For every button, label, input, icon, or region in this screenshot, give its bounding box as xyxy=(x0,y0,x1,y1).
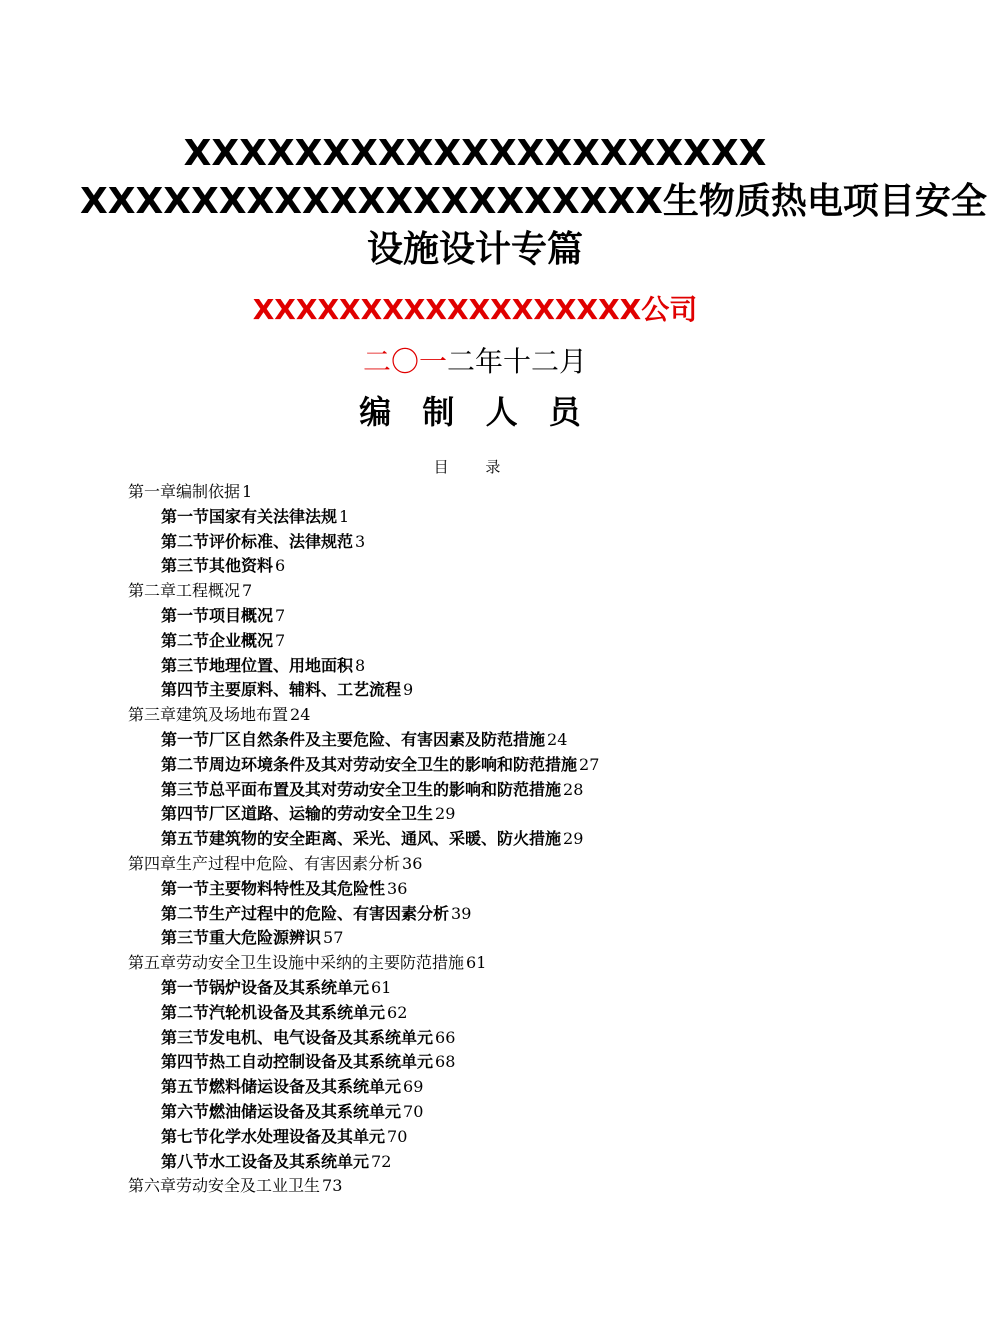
toc-entry-page: 62 xyxy=(387,1002,408,1022)
toc-section-entry[interactable] xyxy=(128,1026,868,1051)
company-name xyxy=(80,290,870,330)
toc-entry-page: 70 xyxy=(387,1126,408,1146)
toc-section-entry[interactable] xyxy=(128,778,868,803)
toc-entry-title: 第三章建筑及场地布置 xyxy=(128,705,289,725)
toc-entry-page: 68 xyxy=(435,1052,456,1072)
toc-entry-title: 第四节热工自动控制设备及其系统单元 xyxy=(161,1052,434,1072)
toc-entry-page: 6 xyxy=(275,556,286,576)
toc-section-entry[interactable] xyxy=(128,604,868,629)
toc-section-entry[interactable] xyxy=(128,1150,868,1175)
toc-entry-title: 第一节锅炉设备及其系统单元 xyxy=(161,977,370,997)
company-suffix: 公司 xyxy=(641,293,698,326)
toc-section-entry[interactable] xyxy=(128,1125,868,1150)
toc-section-entry[interactable] xyxy=(128,554,868,579)
toc-entry-title: 第二节周边环境条件及其对劳动安全卫生的影响和防范措施 xyxy=(161,754,578,774)
toc-entry-title: 第六节燃油储运设备及其系统单元 xyxy=(161,1101,402,1121)
toc-entry-title: 第三节其他资料 xyxy=(161,556,274,576)
toc-entry-title: 第四章生产过程中危险、有害因素分析 xyxy=(128,853,401,873)
toc-entry-title: 第四节主要原料、辅料、工艺流程 xyxy=(161,680,402,700)
toc-section-entry[interactable] xyxy=(128,976,868,1001)
toc-entry-page: 8 xyxy=(355,655,366,675)
toc-entry-page: 29 xyxy=(435,804,456,824)
date-black-part: 二年十二月 xyxy=(447,345,588,378)
toc-chapter-entry[interactable] xyxy=(128,951,868,976)
toc-entry-title: 第五章劳动安全卫生设施中采纳的主要防范措施 xyxy=(128,953,465,973)
toc-entry-page: 72 xyxy=(371,1151,392,1171)
toc-entry-title: 第四节厂区道路、运输的劳动安全卫生 xyxy=(161,804,434,824)
toc-entry-page: 24 xyxy=(290,705,311,725)
toc-section-entry[interactable] xyxy=(128,505,868,530)
toc-entry-page: 1 xyxy=(242,482,253,501)
toc-entry-title: 第三节重大危险源辨识 xyxy=(161,928,322,948)
toc-entry-page: 61 xyxy=(466,953,487,973)
toc-entry-page: 28 xyxy=(563,779,584,799)
toc-entry-page: 57 xyxy=(323,928,344,948)
toc-entry-page: 1 xyxy=(339,506,350,526)
toc-entry-title: 第一节主要物料特性及其危险性 xyxy=(161,878,386,898)
toc-entry-page: 7 xyxy=(275,630,286,650)
toc-entry-page: 9 xyxy=(403,680,414,700)
toc-section-entry[interactable] xyxy=(128,1100,868,1125)
toc-entry-title: 第一节厂区自然条件及主要危险、有害因素及防范措施 xyxy=(161,729,546,749)
toc-entry-page: 36 xyxy=(387,878,408,898)
toc-entry-title: 第八节水工设备及其系统单元 xyxy=(161,1151,370,1171)
toc-section-entry[interactable] xyxy=(128,877,868,902)
staff-heading: 编 制 人 员 xyxy=(359,393,591,431)
toc-entry-title: 第六章劳动安全及工业卫生 xyxy=(128,1176,321,1196)
toc-entry-title: 第二节评价标准、法律规范 xyxy=(161,531,354,551)
toc-entry-page: 7 xyxy=(275,605,286,625)
toc-chapter-entry[interactable] xyxy=(128,579,868,604)
toc-entry-title: 第一节国家有关法律法规 xyxy=(161,506,338,526)
toc-section-entry[interactable] xyxy=(128,1075,868,1100)
toc-section-entry[interactable] xyxy=(128,902,868,927)
toc-entry-page: 70 xyxy=(403,1101,424,1121)
title-line-1: XXXXXXXXXXXXXXXXXXXXX xyxy=(183,133,767,174)
toc-entry-title: 第一章编制依据 xyxy=(128,482,241,501)
toc-entry-title: 第三节地理位置、用地面积 xyxy=(161,655,354,675)
toc-entry-title: 第七节化学水处理设备及其单元 xyxy=(161,1126,386,1146)
toc-entry-page: 61 xyxy=(371,977,392,997)
toc-section-entry[interactable] xyxy=(128,1001,868,1026)
toc-chapter-entry[interactable] xyxy=(128,1174,868,1199)
toc-entry-title: 第三节发电机、电气设备及其系统单元 xyxy=(161,1027,434,1047)
toc-entry-title: 第二节汽轮机设备及其系统单元 xyxy=(161,1002,386,1022)
document-date xyxy=(80,344,870,380)
toc-entry-page: 66 xyxy=(435,1027,456,1047)
toc-entry-page: 36 xyxy=(402,853,423,873)
toc-chapter-entry[interactable] xyxy=(128,703,868,728)
toc-section-entry[interactable] xyxy=(128,802,868,827)
toc-entry-title: 第二节企业概况 xyxy=(161,630,274,650)
toc-section-entry[interactable] xyxy=(128,629,868,654)
title-line-2-suffix: 生物质热电项目安全 xyxy=(662,181,987,222)
table-of-contents xyxy=(128,480,868,1199)
toc-section-entry[interactable] xyxy=(128,753,868,778)
toc-section-entry[interactable] xyxy=(128,926,868,951)
toc-entry-title: 第一节项目概况 xyxy=(161,605,274,625)
toc-entry-page: 27 xyxy=(579,754,600,774)
toc-section-entry[interactable] xyxy=(128,827,868,852)
toc-entry-page: 29 xyxy=(563,829,584,849)
toc-section-entry[interactable] xyxy=(128,728,868,753)
toc-heading: 目 录 xyxy=(433,458,517,476)
title-line-2-prefix: XXXXXXXXXXXXXXXXXXXXX xyxy=(80,181,663,222)
document-title xyxy=(80,130,987,274)
toc-entry-title: 第二节生产过程中的危险、有害因素分析 xyxy=(161,903,450,923)
toc-entry-page: 39 xyxy=(451,903,472,923)
date-red-part: 二〇一 xyxy=(362,345,447,378)
toc-entry-page: 7 xyxy=(242,581,253,601)
toc-entry-title: 第二章工程概况 xyxy=(128,581,241,601)
toc-chapter-entry[interactable] xyxy=(128,852,868,877)
company-name-placeholder: XXXXXXXXXXXXXXXXXX xyxy=(252,293,642,326)
toc-section-entry[interactable] xyxy=(128,530,868,555)
title-line-3: 设施设计专篇 xyxy=(366,229,583,270)
toc-entry-page: 24 xyxy=(547,729,568,749)
toc-entry-page: 69 xyxy=(403,1077,424,1097)
toc-section-entry[interactable] xyxy=(128,654,868,679)
toc-section-entry[interactable] xyxy=(128,678,868,703)
toc-entry-page: 3 xyxy=(355,531,366,551)
toc-chapter-entry[interactable] xyxy=(128,480,868,505)
toc-entry-title: 第五节建筑物的安全距离、采光、通风、采暖、防火措施 xyxy=(161,829,562,849)
title-line-2 xyxy=(80,178,987,226)
toc-entry-title: 第五节燃料储运设备及其系统单元 xyxy=(161,1077,402,1097)
toc-entry-page: 73 xyxy=(322,1176,343,1196)
toc-section-entry[interactable] xyxy=(128,1050,868,1075)
toc-entry-title: 第三节总平面布置及其对劳动安全卫生的影响和防范措施 xyxy=(161,779,562,799)
